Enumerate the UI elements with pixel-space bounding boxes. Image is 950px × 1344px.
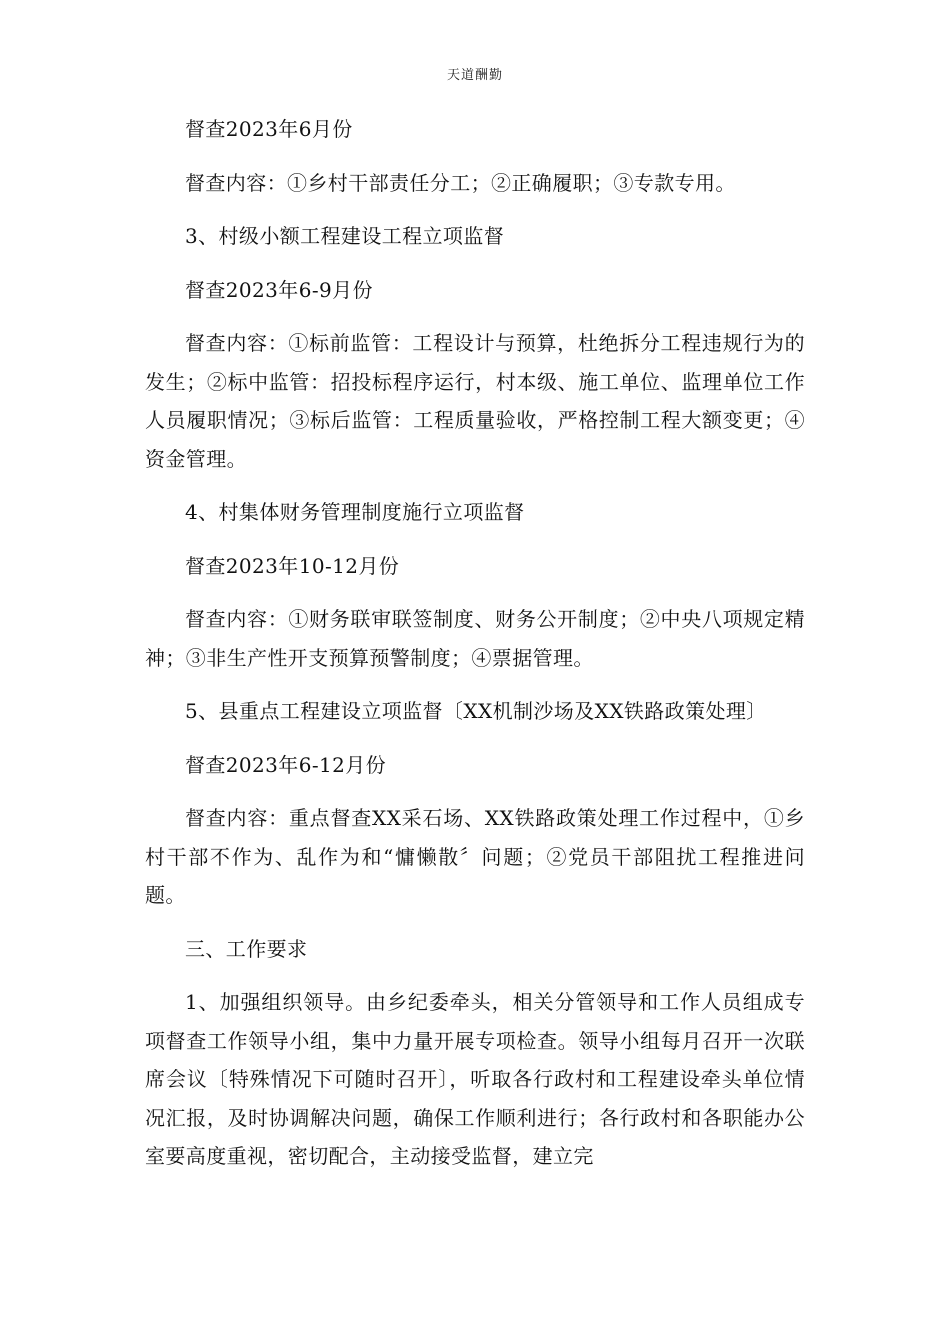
paragraph-section-5-heading: 5、县重点工程建设立项监督〔XX机制沙场及XX铁路政策处理〕 bbox=[185, 699, 767, 723]
paragraph-requirements-heading: 三、工作要求 bbox=[185, 936, 308, 961]
paragraph-inspection-period: 督查2023年10-12月份 bbox=[185, 553, 400, 578]
paragraph-inspection-period: 督查2023年6月份 bbox=[185, 117, 353, 141]
paragraph-requirement-1: 1、加强组织领导。由乡纪委牵头，相关分管领导和工作人员组成专项督查工作领导小组，集中力量开展专项检查。领导小组每月召开一次联席会议〔特殊情况下可随时召开〕，听取各行政村和工程建设牵头单位情况汇报，及时协调解决问题，确保工作顺利进行；各行政村和各职能办公室要高度重视，密切配合，主动接受监督，建立完 bbox=[145, 990, 805, 1168]
paragraph-section-3-heading: 3、村级小额工程建设工程立项监督 bbox=[185, 224, 505, 248]
paragraph-inspection-content: 督查内容：①标前监管：工程设计与预算，杜绝拆分工程违规行为的发生；②标中监管：招投标程序运行，村本级、施工单位、监理单位工作人员履职情况；③标后监管：工程质量验收，严格控制工程大额变更；④资金管理。 bbox=[145, 331, 805, 471]
paragraph-inspection-period: 督查2023年6-12月份 bbox=[185, 752, 387, 777]
page-header: 天道酬勤 bbox=[446, 68, 503, 83]
document-body bbox=[145, 110, 805, 1191]
paragraph-inspection-content: 督查内容：①乡村干部责任分工；②正确履职；③专款专用。 bbox=[185, 170, 736, 195]
paragraph-inspection-content: 督查内容：重点督查XX采石场、XX铁路政策处理工作过程中，①乡村干部不作为、乱作为和“慵懒散〞问题；②党员干部阻扰工程推进问题。 bbox=[145, 806, 805, 907]
paragraph-inspection-content: 督查内容：①财务联审联签制度、财务公开制度；②中央八项规定精神；③非生产性开支预算预警制度；④票据管理。 bbox=[145, 607, 805, 670]
paragraph-inspection-period: 督查2023年6-9月份 bbox=[185, 277, 373, 302]
paragraph-section-4-heading: 4、村集体财务管理制度施行立项监督 bbox=[185, 500, 525, 524]
